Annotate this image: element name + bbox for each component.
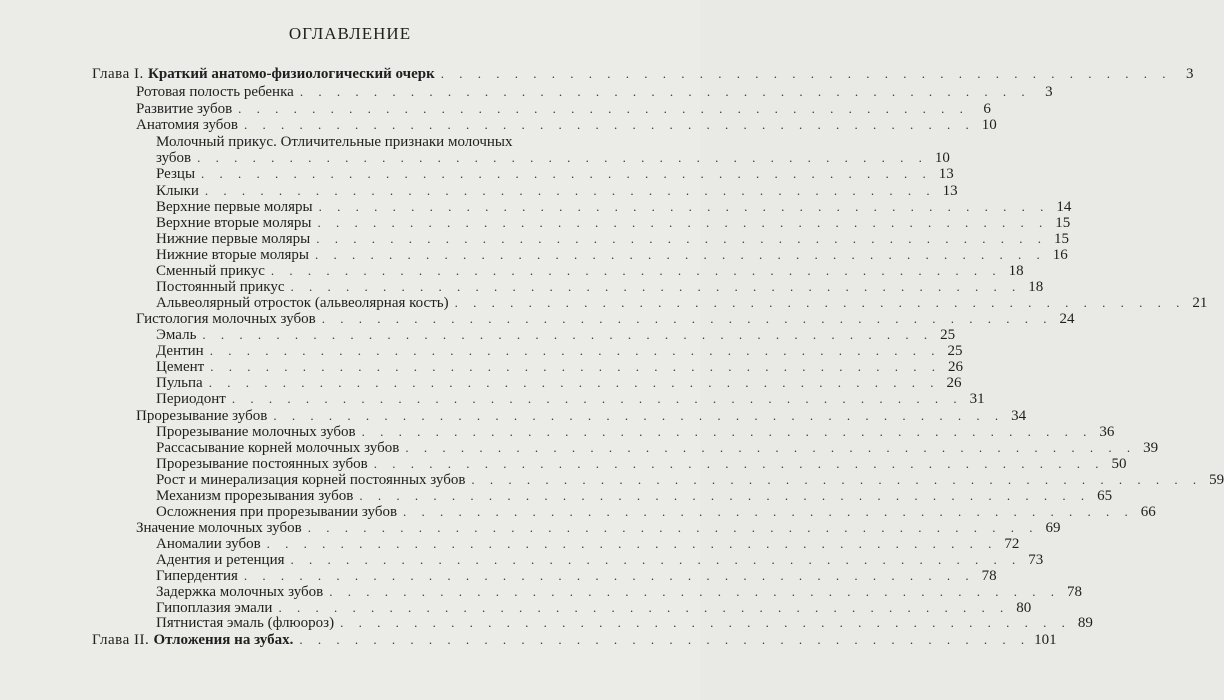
toc-entry-row — [156, 536, 1020, 552]
toc-entry-row — [136, 84, 1053, 100]
page-number: 78 — [1066, 584, 1082, 600]
page-number: 59 — [1209, 472, 1224, 488]
toc-entry-label — [156, 199, 313, 215]
section-title: Периодонт — [156, 391, 226, 407]
leader-dots: . . . . . . . . . . . . . . . . . . . . . . . . . . . . . . . . . . . . . . . . — [307, 520, 1039, 535]
chapter-title: Краткий анатомо-физиологический очерк — [147, 66, 435, 82]
toc-entry-row — [156, 263, 1024, 279]
leader-dots: . . . . . . . . . . . . . . . . . . . . . . . . . . . . . . . . . . . . . . . . — [317, 215, 1049, 230]
section-title: Гистология молочных зубов — [136, 311, 316, 327]
toc-entry-text-line: Молочный прикус. Отличительные признаки молочных — [156, 134, 513, 150]
leader-dots: . . . . . . . . . . . . . . . . . . . . . . . . . . . . . . . . . . . . . . . . — [329, 584, 1060, 599]
page-number: 25 — [940, 327, 956, 343]
toc-entry-row — [156, 456, 1127, 472]
page-number: 36 — [1099, 424, 1115, 440]
section-title: Прорезывание молочных зубов — [156, 424, 356, 440]
toc-entry-label — [156, 536, 261, 552]
toc-entry-label — [156, 552, 285, 568]
toc-entry-label — [156, 150, 191, 166]
toc-entry-label — [156, 231, 310, 247]
toc-chapter-row — [92, 66, 1194, 82]
toc-entry-label — [156, 424, 356, 440]
leader-dots: . . . . . . . . . . . . . . . . . . . . . . . . . . . . . . . . . . . . . . . . — [471, 472, 1203, 487]
toc-entry-row — [156, 375, 962, 391]
toc-entry-label — [156, 215, 311, 231]
page-number: 13 — [938, 166, 954, 182]
leader-dots: . . . . . . . . . . . . . . . . . . . . . . . . . . . . . . . . . . . . . . . . — [202, 327, 934, 342]
toc-entry-row — [156, 231, 1069, 247]
toc-entry-label — [156, 440, 399, 456]
page-number: 10 — [981, 117, 997, 133]
toc-entry-label — [156, 568, 238, 584]
toc-entry-label — [92, 66, 435, 82]
section-title: Пульпа — [156, 375, 203, 391]
toc-entry-label — [156, 263, 265, 279]
leader-dots: . . . . . . . . . . . . . . . . . . . . . . . . . . . . . . . . . . . . . . . . — [299, 632, 1031, 647]
toc-entry-row — [136, 117, 997, 133]
page-number: 26 — [946, 375, 962, 391]
leader-dots: . . . . . . . . . . . . . . . . . . . . . . . . . . . . . . . . . . . . . . . . — [290, 552, 1022, 567]
toc-entry-label — [136, 520, 302, 536]
page-number: 89 — [1077, 615, 1093, 631]
toc-entry-row — [156, 247, 1068, 263]
section-title: Эмаль — [156, 327, 197, 343]
toc-entry-label — [156, 327, 196, 343]
section-title: Механизм прорезывания зубов — [156, 488, 354, 504]
section-title: Дентин — [156, 343, 204, 359]
toc-entry-label — [156, 488, 353, 504]
section-title: Цемент — [156, 359, 205, 375]
toc-entry-label — [156, 615, 334, 631]
toc-entry-row — [156, 424, 1115, 440]
leader-dots: . . . . . . . . . . . . . . . . . . . . . . . . . . . . . . . . . . . . . . . . — [321, 311, 1053, 326]
toc-entry-row — [156, 600, 1032, 616]
toc-entry-row — [156, 166, 954, 182]
section-title: Резцы — [156, 166, 196, 182]
toc-entry-label — [92, 632, 293, 648]
page-title: ОГЛАВЛЕНИЕ — [288, 24, 412, 43]
leader-dots: . . . . . . . . . . . . . . . . . . . . . . . . . . . . . . . . . . . . . . . . — [316, 231, 1047, 246]
toc-entry-row — [156, 488, 1113, 504]
toc-entry-label — [136, 117, 238, 133]
page-number: 25 — [947, 343, 963, 359]
page-number: 80 — [1016, 600, 1032, 616]
section-title: Нижние первые моляры — [156, 231, 311, 247]
section-title: Гипоплазия эмали — [156, 600, 273, 616]
page-number: 26 — [947, 359, 963, 375]
chapter-number: Глава II. — [92, 632, 154, 648]
toc-entry-label — [156, 359, 204, 375]
toc-entry-row — [156, 440, 1159, 456]
section-title: Осложнения при прорезывании зубов — [156, 504, 398, 520]
toc-entry-row — [136, 520, 1061, 536]
page-number: 39 — [1143, 440, 1159, 456]
toc-entry-row — [156, 279, 1044, 295]
section-title: Значение молочных зубов — [136, 520, 302, 536]
toc-entry-label — [136, 311, 316, 327]
leader-dots: . . . . . . . . . . . . . . . . . . . . . . . . . . . . . . . . . . . . . . . . — [243, 568, 975, 583]
section-title: Сменный прикус — [156, 263, 265, 279]
page-number: 31 — [969, 391, 985, 407]
leader-dots: . . . . . . . . . . . . . . . . . . . . . . . . . . . . . . . . . . . . . . . . — [208, 375, 940, 390]
page-number: 15 — [1055, 215, 1071, 231]
section-title: Анатомия зубов — [136, 117, 238, 133]
toc-entry-row — [156, 199, 1072, 215]
toc-entry-row — [156, 568, 997, 584]
toc-entry-row — [156, 343, 963, 359]
section-title: Аномалии зубов — [156, 536, 261, 552]
page-number: 78 — [981, 568, 997, 584]
leader-dots: . . . . . . . . . . . . . . . . . . . . . . . . . . . . . . . . . . . . . . . . — [454, 295, 1186, 310]
section-title: Адентия и ретенция — [156, 552, 285, 568]
leader-dots: . . . . . . . . . . . . . . . . . . . . . . . . . . . . . . . . . . . . . . . . — [440, 66, 1172, 81]
page-number: 10 — [934, 150, 950, 166]
page-number: 66 — [1140, 504, 1156, 520]
chapter-title: Отложения на зубах. — [153, 632, 294, 648]
section-title: Рассасывание корней молочных зубов — [156, 440, 400, 456]
leader-dots: . . . . . . . . . . . . . . . . . . . . . . . . . . . . . . . . . . . . . . . . — [204, 183, 936, 198]
page-number: 15 — [1053, 231, 1069, 247]
toc-entry-row — [156, 472, 1224, 488]
page-number: 65 — [1097, 488, 1113, 504]
section-title: Развитие зубов — [136, 101, 233, 117]
toc-entry-row — [156, 504, 1156, 520]
leader-dots: . . . . . . . . . . . . . . . . . . . . . . . . . . . . . . . . . . . . . . . . — [197, 150, 928, 165]
section-title: Задержка молочных зубов — [156, 584, 324, 600]
page-number: 3 — [1185, 66, 1194, 82]
page-number: 16 — [1052, 247, 1068, 263]
page-number: 24 — [1059, 311, 1075, 327]
leader-dots: . . . . . . . . . . . . . . . . . . . . . . . . . . . . . . . . . . . . . . . . — [361, 424, 1093, 439]
leader-dots: . . . . . . . . . . . . . . . . . . . . . . . . . . . . . . . . . . . . . . . . — [359, 488, 1091, 503]
toc-entry-row — [156, 391, 985, 407]
leader-dots: . . . . . . . . . . . . . . . . . . . . . . . . . . . . . . . . . . . . . . . . — [318, 199, 1050, 214]
toc-entry-label — [156, 375, 203, 391]
page-number: 69 — [1045, 520, 1061, 536]
section-title: Ротовая полость ребенка — [136, 84, 294, 100]
toc-entry-label — [156, 456, 368, 472]
leader-dots: . . . . . . . . . . . . . . . . . . . . . . . . . . . . . . . . . . . . . . . . — [238, 101, 969, 116]
section-title: Прорезывание зубов — [136, 408, 268, 424]
section-title: Верхние первые моляры — [156, 199, 313, 215]
leader-dots: . . . . . . . . . . . . . . . . . . . . . . . . . . . . . . . . . . . . . . . . — [231, 391, 963, 406]
toc-entry-row — [156, 327, 956, 343]
toc-entry-label — [156, 600, 272, 616]
page-number: 21 — [1192, 295, 1208, 311]
leader-dots: . . . . . . . . . . . . . . . . . . . . . . . . . . . . . . . . . . . . . . . . — [273, 408, 1005, 423]
leader-dots: . . . . . . . . . . . . . . . . . . . . . . . . . . . . . . . . . . . . . . . . — [290, 279, 1022, 294]
leader-dots: . . . . . . . . . . . . . . . . . . . . . . . . . . . . . . . . . . . . . . . . — [270, 263, 1002, 278]
page-number: 6 — [983, 101, 991, 117]
section-title: зубов — [156, 150, 192, 166]
toc-entry-label — [156, 391, 226, 407]
toc-entry-label — [156, 584, 323, 600]
toc-entry-row — [136, 101, 991, 117]
toc-entry-row — [156, 295, 1208, 311]
toc-entry-label — [156, 166, 195, 182]
leader-dots: . . . . . . . . . . . . . . . . . . . . . . . . . . . . . . . . . . . . . . . . — [373, 456, 1105, 471]
toc-entry-row — [136, 408, 1027, 424]
leader-dots: . . . . . . . . . . . . . . . . . . . . . . . . . . . . . . . . . . . . . . . . — [278, 600, 1010, 615]
toc-entry-row — [156, 552, 1044, 568]
leader-dots: . . . . . . . . . . . . . . . . . . . . . . . . . . . . . . . . . . . . . . . . — [201, 166, 932, 181]
leader-dots: . . . . . . . . . . . . . . . . . . . . . . . . . . . . . . . . . . . . . . . . — [340, 615, 1071, 630]
page-number: 101 — [1034, 632, 1057, 648]
toc-entry-row — [156, 615, 1093, 631]
toc-chapter-row — [92, 632, 1057, 648]
chapter-number: Глава I. — [92, 66, 148, 82]
section-title: Постоянный прикус — [156, 279, 285, 295]
toc-entry-label — [156, 279, 285, 295]
section-title: Пятнистая эмаль (флюороз) — [156, 615, 335, 631]
toc-entry-label — [136, 408, 267, 424]
toc-entry-row — [156, 183, 958, 199]
section-title: Верхние вторые моляры — [156, 215, 312, 231]
leader-dots: . . . . . . . . . . . . . . . . . . . . . . . . . . . . . . . . . . . . . . . . — [405, 440, 1137, 455]
section-title: Рост и минерализация корней постоянных зубов — [156, 472, 466, 488]
toc-entry-label — [156, 472, 465, 488]
section-title: Клыки — [156, 183, 199, 199]
section-title: Альвеолярный отросток (альвеолярная кость) — [156, 295, 449, 311]
toc-entry-row — [156, 359, 963, 375]
section-title: Нижние вторые моляры — [156, 247, 309, 263]
page-number: 18 — [1028, 279, 1044, 295]
page-number: 13 — [942, 183, 958, 199]
leader-dots: . . . . . . . . . . . . . . . . . . . . . . . . . . . . . . . . . . . . . . . . — [209, 343, 941, 358]
leader-dots: . . . . . . . . . . . . . . . . . . . . . . . . . . . . . . . . . . . . . . . . — [315, 247, 1046, 262]
toc-entry-row — [136, 311, 1075, 327]
leader-dots: . . . . . . . . . . . . . . . . . . . . . . . . . . . . . . . . . . . . . . . . — [266, 536, 998, 551]
section-title: Гипердентия — [156, 568, 238, 584]
toc-entry-row — [156, 150, 950, 166]
toc-entry-label — [156, 183, 199, 199]
page-number: 3 — [1045, 84, 1053, 100]
toc-entry-label — [156, 295, 449, 311]
toc-entry-row — [156, 215, 1071, 231]
toc-entry-label — [156, 504, 397, 520]
page-number: 72 — [1004, 536, 1020, 552]
leader-dots: . . . . . . . . . . . . . . . . . . . . . . . . . . . . . . . . . . . . . . . . — [299, 84, 1031, 99]
toc-entry-row — [156, 584, 1082, 600]
toc-entry-label — [136, 101, 232, 117]
toc-entry-label — [156, 247, 309, 263]
leader-dots: . . . . . . . . . . . . . . . . . . . . . . . . . . . . . . . . . . . . . . . . — [403, 504, 1134, 519]
toc-entry-label — [136, 84, 294, 100]
toc-entry-label — [156, 343, 204, 359]
page-number: 18 — [1008, 263, 1024, 279]
page-number: 73 — [1028, 552, 1044, 568]
leader-dots: . . . . . . . . . . . . . . . . . . . . . . . . . . . . . . . . . . . . . . . . — [210, 359, 941, 374]
page-number: 14 — [1056, 199, 1072, 215]
leader-dots: . . . . . . . . . . . . . . . . . . . . . . . . . . . . . . . . . . . . . . . . — [244, 117, 975, 132]
page-number: 34 — [1011, 408, 1027, 424]
section-title: Прорезывание постоянных зубов — [156, 456, 368, 472]
page-number: 50 — [1111, 456, 1127, 472]
